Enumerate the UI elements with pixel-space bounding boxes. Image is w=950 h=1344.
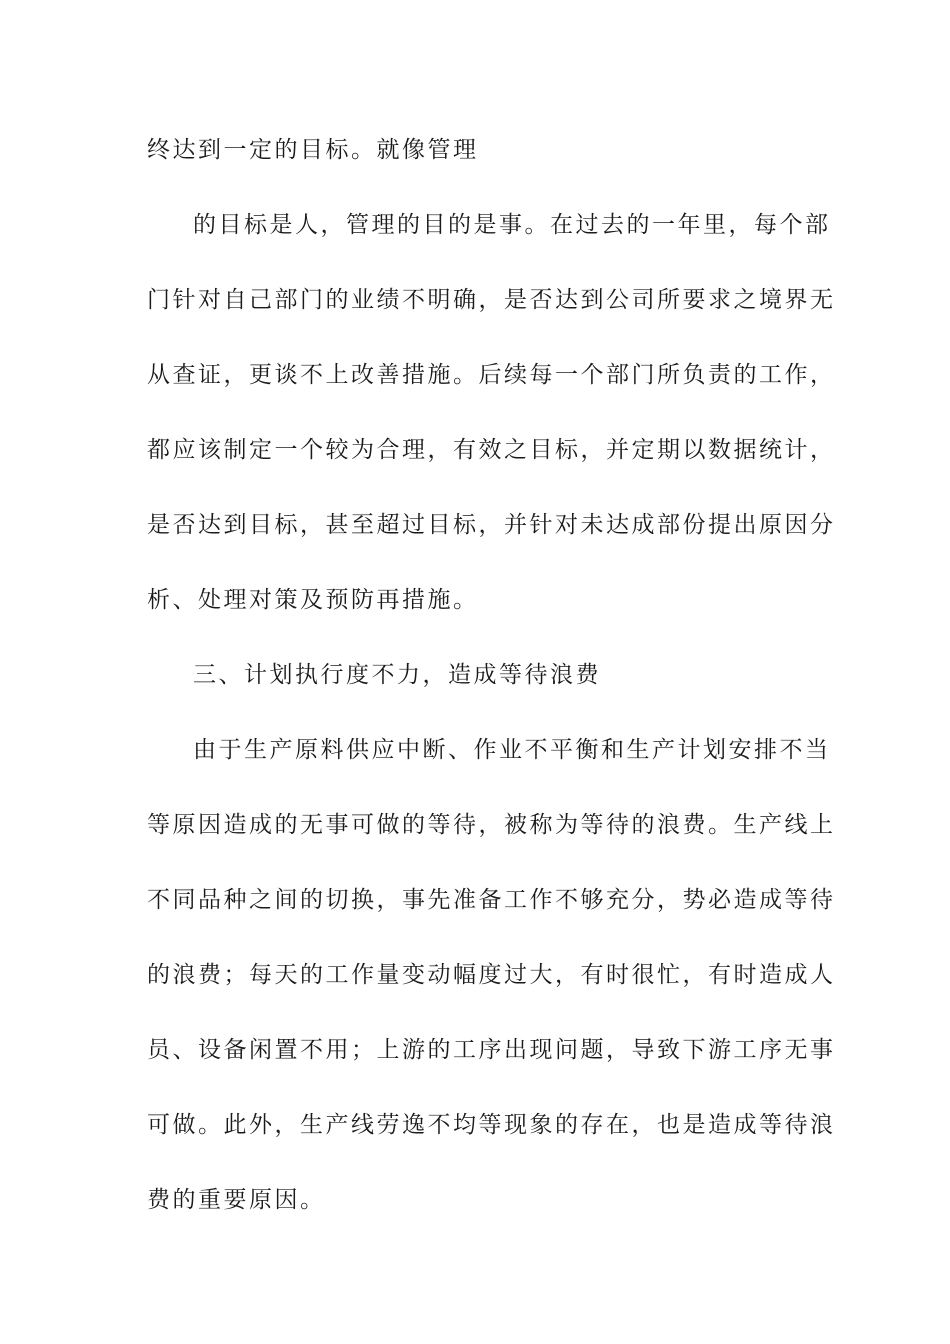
- body-text-line: 从查证，更谈不上改善措施。后续每一个部门所负责的工作，: [147, 362, 836, 388]
- body-text-line: 费的重要原因。: [147, 1187, 326, 1213]
- body-text-line: 是否达到目标，甚至超过目标，并针对未达成部份提出原因分: [147, 512, 836, 538]
- body-text-line: 析、处理对策及预防再措施。: [147, 587, 479, 613]
- body-text-line: 都应该制定一个较为合理，有效之目标，并定期以数据统计，: [147, 437, 836, 463]
- body-text-line: 等原因造成的无事可做的等待，被称为等待的浪费。生产线上: [147, 812, 836, 838]
- body-text-line: 终达到一定的目标。就像管理: [147, 137, 479, 163]
- paragraph-first-line: 的目标是人，管理的目的是事。在过去的一年里，每个部: [193, 212, 831, 238]
- body-text-line: 的浪费；每天的工作量变动幅度过大，有时很忙，有时造成人: [147, 962, 836, 988]
- paragraph-first-line: 由于生产原料供应中断、作业不平衡和生产计划安排不当: [193, 737, 831, 763]
- section-heading: 三、计划执行度不力，造成等待浪费: [193, 662, 601, 688]
- body-text-line: 可做。此外，生产线劳逸不均等现象的存在，也是造成等待浪: [147, 1112, 836, 1138]
- body-text-line: 不同品种之间的切换，事先准备工作不够充分，势必造成等待: [147, 887, 836, 913]
- body-text-line: 门针对自己部门的业绩不明确，是否达到公司所要求之境界无: [147, 287, 836, 313]
- body-text-line: 员、设备闲置不用；上游的工序出现问题，导致下游工序无事: [147, 1037, 836, 1063]
